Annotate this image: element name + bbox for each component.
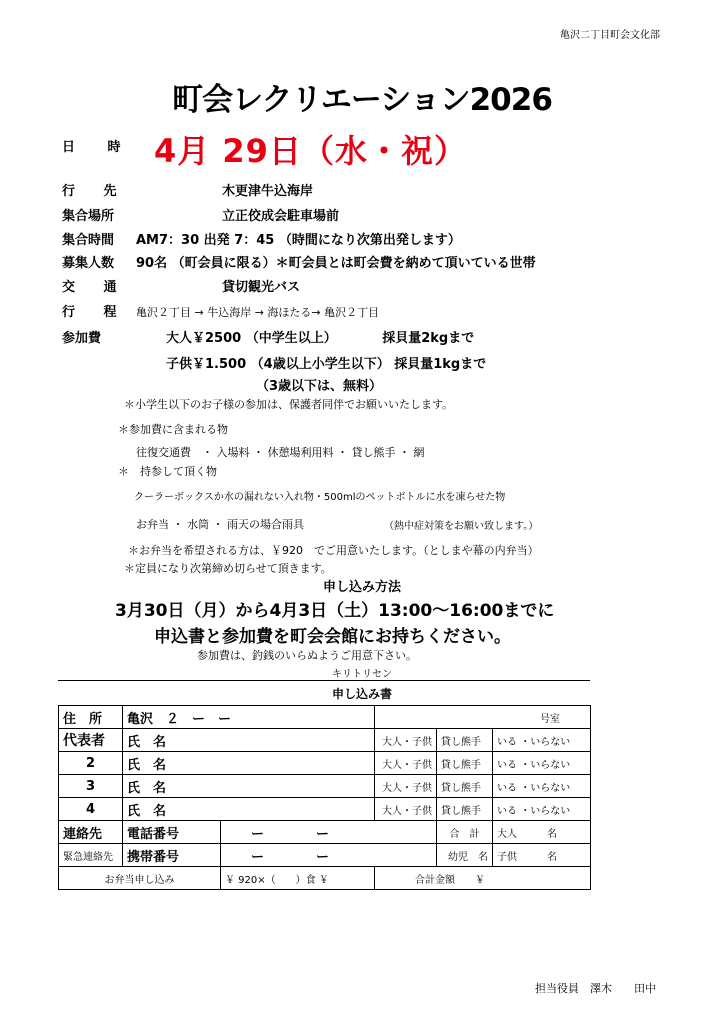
address-label: 住 所 — [59, 706, 123, 729]
row-value: 亀沢２丁目 → 牛込海岸 → 海ほたる→ 亀沢２丁目 — [136, 306, 380, 319]
rake-choice[interactable]: いる ・いらない — [493, 729, 591, 752]
row-value: 90名 （町会員に限る）＊町会員とは町会費を納めて頂いている世帯 — [136, 256, 536, 271]
date-label: 日 時 — [62, 140, 135, 155]
adult-child-choice[interactable]: 大人・子供 — [375, 798, 437, 821]
contact-row — [59, 821, 591, 844]
address-row — [59, 706, 591, 729]
member-row — [59, 752, 591, 775]
adult-child-choice[interactable]: 大人・子供 — [375, 775, 437, 798]
member-number: 2 — [59, 752, 123, 775]
mobile-label: 携帯番号 — [123, 844, 221, 867]
rake-label: 貸し熊手 — [437, 775, 493, 798]
mobile-field[interactable]: ー ー — [221, 844, 437, 867]
member-name-field[interactable]: 氏 名 — [123, 729, 375, 752]
total-label: 合 計 — [437, 821, 493, 844]
emergency-label: 緊急連絡先 — [59, 844, 123, 867]
form-title: 申し込み書 — [331, 687, 392, 701]
rake-choice[interactable]: いる ・いらない — [493, 775, 591, 798]
row-value: 大人￥2500 （中学生以上） 採貝量2kgまで — [166, 331, 475, 346]
info-row-fee — [62, 327, 474, 346]
guardian-note: ＊小学生以下のお子様の参加は、保護者同伴でお願いいたします。 — [124, 398, 454, 411]
row-label: 行 先 — [62, 184, 129, 199]
member-row — [59, 729, 591, 752]
bring-note: （熱中症対策をお願い致します。） — [384, 521, 539, 532]
bento-row — [59, 867, 591, 890]
rake-label: 貸し熊手 — [437, 752, 493, 775]
deadline-note: ＊定員になり次第締め切らせて頂きます。 — [124, 562, 332, 575]
bring-title: ＊ 持参して頂く物 — [118, 465, 217, 478]
adult-child-choice[interactable]: 大人・子供 — [375, 752, 437, 775]
bento-label: お弁当申し込み — [59, 867, 221, 890]
rake-label: 貸し熊手 — [437, 729, 493, 752]
row-label: 募集人数 — [62, 256, 115, 271]
row-value: 立正佼成会駐車場前 — [222, 209, 340, 224]
cut-line-label: キリトリセン — [332, 669, 392, 680]
phone-field[interactable]: ー ー — [221, 821, 437, 844]
info-row-destination — [62, 180, 313, 199]
bento-calc-field[interactable]: ￥ 920×（ ）食 ￥ — [221, 867, 375, 890]
apply-period: 3月30日（月）から4月3日（土）13:00～16:00までに — [115, 601, 555, 621]
cut-line — [58, 680, 590, 681]
change-note: 参加費は、釣銭のいらぬようご用意下さい。 — [197, 649, 417, 662]
adult-count-field[interactable]: 大人 名 — [493, 821, 591, 844]
info-row-itinerary — [62, 301, 379, 320]
member-number: 3 — [59, 775, 123, 798]
bring-items-1: クーラーボックスか水の漏れない入れ物・500mlのペットボトルに水を凍らせた物 — [134, 492, 506, 503]
address-field[interactable]: 亀沢 ２ ー ー — [123, 706, 375, 729]
department-label: 亀沢二丁目町会文化部 — [560, 30, 660, 41]
total-amount-field[interactable]: 合計金額 ￥ — [375, 867, 591, 890]
row-label: 集合時間 — [62, 233, 115, 248]
info-row-capacity — [62, 252, 536, 271]
page-title: 町会レクリエーション2026 — [172, 82, 552, 118]
emergency-row — [59, 844, 591, 867]
member-name-field[interactable]: 氏 名 — [123, 775, 375, 798]
bento-note: ＊お弁当を希望される方は、￥920 でご用意いたします。（としまや幕の内弁当） — [128, 544, 539, 557]
info-row-meeting-time — [62, 229, 461, 248]
apply-heading: 申し込み方法 — [322, 580, 401, 595]
row-label: 集合場所 — [62, 209, 115, 224]
contact-label: 連絡先 — [59, 821, 123, 844]
row-label: 交 通 — [62, 280, 129, 295]
member-row — [59, 775, 591, 798]
row-value: 貸切観光バス — [222, 280, 301, 295]
info-row-meeting-place — [62, 205, 339, 224]
apply-instruction: 申込書と参加費を町会会館にお持ちください。 — [154, 627, 511, 647]
row-label: 行 程 — [62, 305, 129, 320]
member-name-field[interactable]: 氏 名 — [123, 752, 375, 775]
included-title: ＊参加費に含まれる物 — [118, 423, 228, 436]
room-field[interactable]: 号室 — [375, 706, 591, 729]
member-number: 代表者 — [59, 729, 123, 752]
member-name-field[interactable]: 氏 名 — [123, 798, 375, 821]
row-value: AM7：30 出発 7：45 （時間になり次第出発します） — [136, 233, 461, 248]
fee-free: （3歳以下は、無料） — [256, 379, 383, 394]
member-row — [59, 798, 591, 821]
rake-choice[interactable]: いる ・いらない — [493, 752, 591, 775]
footer-contacts: 担当役員 澤木 田中 — [535, 982, 656, 995]
infant-count-field[interactable]: 幼児 名 — [437, 844, 493, 867]
fee-child: 子供￥1.500 （4歳以上小学生以下） 採貝量1kgまで — [166, 357, 487, 372]
adult-child-choice[interactable]: 大人・子供 — [375, 729, 437, 752]
row-label: 参加費 — [62, 331, 102, 346]
phone-label: 電話番号 — [123, 821, 221, 844]
application-form — [58, 705, 591, 890]
member-number: 4 — [59, 798, 123, 821]
info-row-transport — [62, 276, 300, 295]
rake-label: 貸し熊手 — [437, 798, 493, 821]
rake-choice[interactable]: いる ・いらない — [493, 798, 591, 821]
bring-items-2: お弁当 ・ 水筒 ・ 雨天の場合雨具 — [136, 518, 304, 531]
event-date: 4月 29日（水・祝） — [154, 132, 467, 170]
row-value: 木更津牛込海岸 — [222, 184, 314, 199]
child-count-field[interactable]: 子供 名 — [493, 844, 591, 867]
included-items: 往復交通費 ・ 入場料 ・ 休憩場利用料 ・ 貸し熊手 ・ 網 — [136, 446, 425, 459]
